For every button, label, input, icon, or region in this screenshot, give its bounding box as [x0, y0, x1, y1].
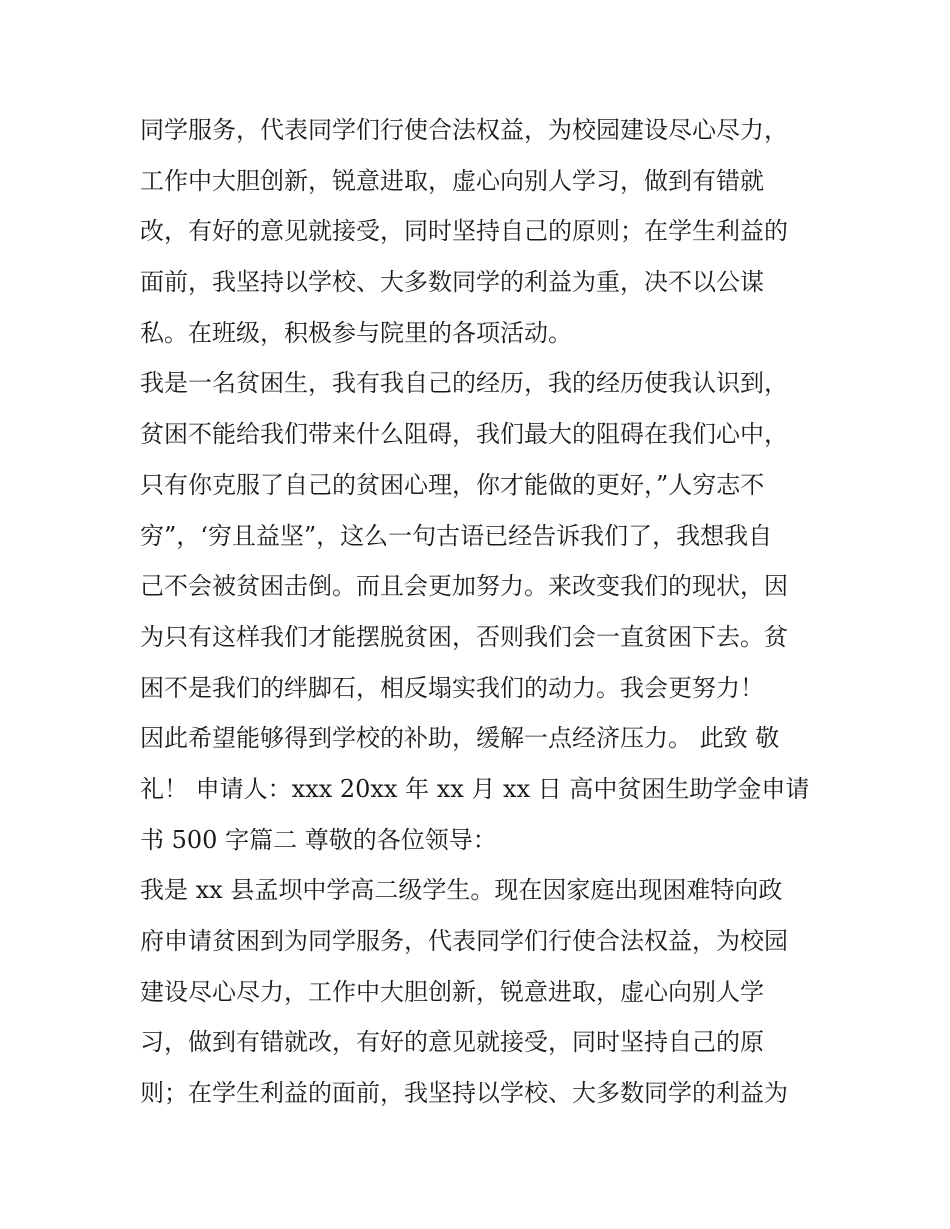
- text-line: 书 500 字篇二 尊敬的各位领导：: [140, 825, 497, 854]
- text-line: 我是一名贫困生，我有我自己的经历，我的经历使我认识到，: [140, 369, 788, 398]
- text-line: 只有你克服了自己的贫困心理，你才能做的更好，”人穷志不: [140, 470, 765, 499]
- text-line: 为只有这样我们才能摆脱贫困，否则我们会一直贫困下去。贫: [140, 622, 788, 651]
- text-line: 面前，我坚持以学校、大多数同学的利益为重，决不以公谋: [140, 268, 764, 297]
- text-line: 我是 xx 县孟坝中学高二级学生。现在因家庭出现困难特向政: [140, 876, 783, 905]
- text-line: 建设尽心尽力，工作中大胆创新，锐意进取，虚心向别人学: [140, 977, 764, 1006]
- text-line: 私。在班级，积极参与院里的各项活动。: [140, 318, 572, 347]
- text-line: 困不是我们的绊脚石，相反塌实我们的动力。我会更努力！: [140, 673, 764, 702]
- text-line: 贫困不能给我们带来什么阻碍，我们最大的阻碍在我们心中，: [140, 420, 788, 449]
- text-line: 因此希望能够得到学校的补助，缓解一点经济压力。 此致 敬: [140, 724, 780, 753]
- text-line: 改，有好的意见就接受，同时坚持自己的原则；在学生利益的: [140, 217, 788, 246]
- text-line: 己不会被贫困击倒。而且会更加努力。来改变我们的现状，因: [140, 572, 788, 601]
- text-line: 穷”，‘穷且益坚”，这么一句古语已经告诉我们了，我想我自: [140, 521, 773, 550]
- text-line: 习，做到有错就改，有好的意见就接受，同时坚持自己的原: [140, 1028, 764, 1057]
- text-line: 同学服务，代表同学们行使合法权益，为校园建设尽心尽力，: [140, 116, 788, 144]
- text-line: 府申请贫困到为同学服务，代表同学们行使合法权益，为校园: [140, 927, 788, 955]
- text-line: 则；在学生利益的面前，我坚持以学校、大多数同学的利益为: [140, 1079, 788, 1108]
- text-line: 礼！ 申请人：xxx 20xx 年 xx 月 xx 日 高中贫困生助学金申请: [140, 774, 810, 803]
- document-body: [140, 105, 820, 1119]
- text-line: 工作中大胆创新，锐意进取，虚心向别人学习，做到有错就: [140, 166, 764, 195]
